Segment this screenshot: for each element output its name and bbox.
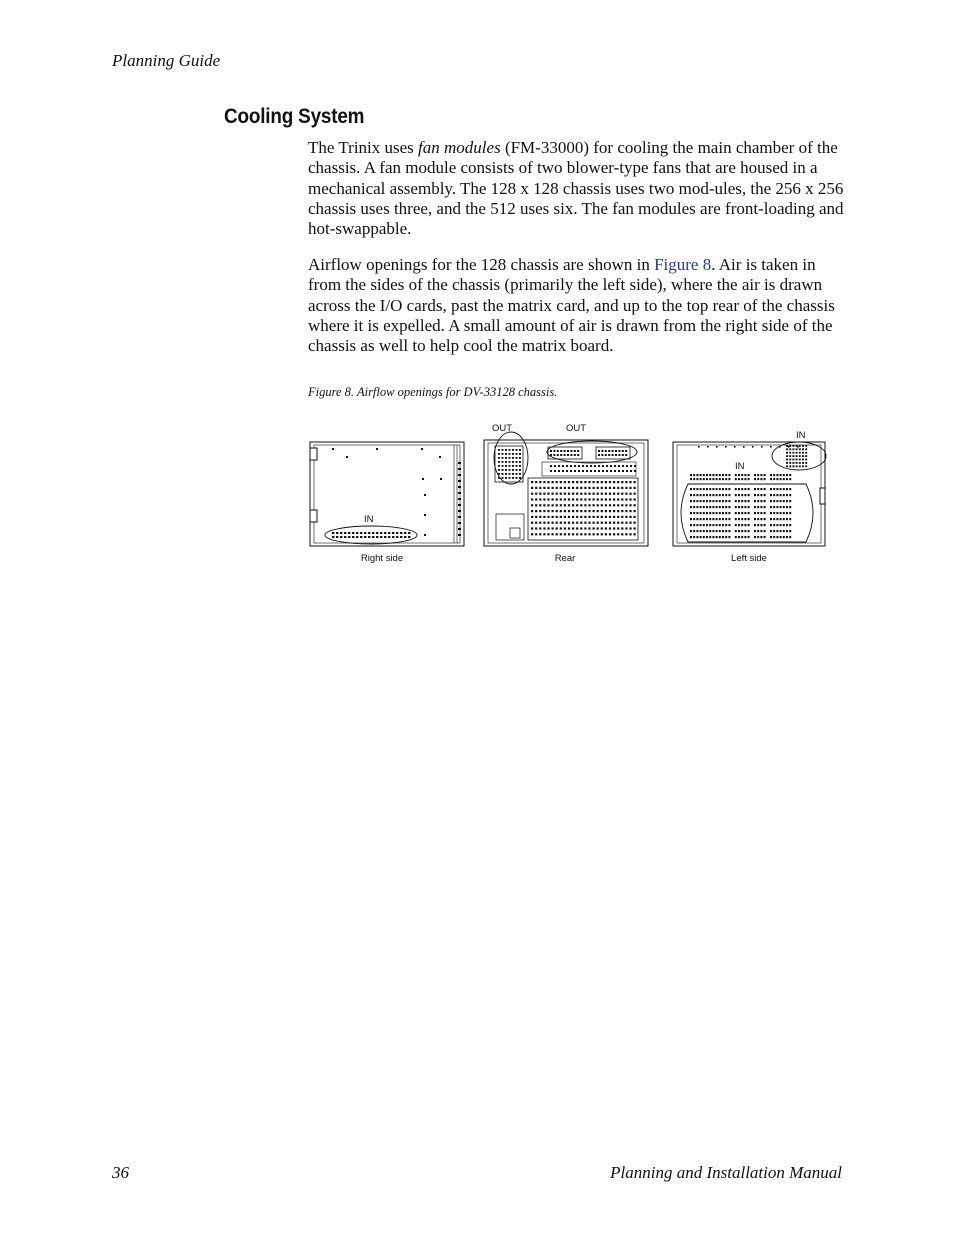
para1-emphasis: fan modules — [418, 138, 501, 157]
left-side-in-mid-label: IN — [735, 461, 745, 472]
right-side-label: Right side — [360, 553, 404, 564]
running-header: Planning Guide — [112, 51, 221, 70]
left-side-label: Left side — [731, 553, 767, 564]
rear-label: Rear — [554, 553, 576, 564]
airflow-figure — [306, 418, 830, 570]
left-side-chassis-drawing — [673, 442, 826, 546]
rear-chassis-drawing — [484, 432, 648, 546]
paragraph-fan-modules — [308, 138, 844, 239]
para1-text-start: The Trinix uses — [308, 138, 419, 157]
para1-text-end: (FM-33000) for cooling the main chamber of the chassis. A fan module consists of two blower-type fans that are housed in a mechanical assembly. The 128 x 128 chassis uses two mod-ules, the 256 x 256 chassis uses three, and the 512 uses six. The fan modules are front-loading and hot-swappable. — [308, 138, 844, 239]
page-number: 36 — [112, 1163, 129, 1182]
para2-text-start: Airflow openings for the 128 chassis are shown in — [308, 255, 655, 274]
rear-out-left-label: OUT — [491, 423, 513, 434]
figure-caption: Figure 8. Airflow openings for DV-33128 chassis. — [308, 385, 558, 399]
right-side-chassis-drawing — [310, 442, 464, 546]
rear-out-right-label: OUT — [565, 423, 587, 434]
section-title: Cooling System — [224, 105, 365, 128]
right-side-in-label: IN — [364, 514, 374, 525]
paragraph-airflow — [308, 255, 844, 356]
figure-8-link[interactable]: Figure 8 — [654, 255, 712, 274]
para2-text-end: . Air is taken in from the sides of the chassis (primarily the left side), where the air is drawn across the I/O cards, past the matrix card, and up to the top rear of the chassis where it is expelled. A small amount of air is drawn from the right side of the chassis as well to help cool the matrix board. — [308, 255, 835, 356]
left-side-in-top-label: IN — [796, 430, 806, 441]
footer-manual-title: Planning and Installation Manual — [610, 1163, 842, 1182]
